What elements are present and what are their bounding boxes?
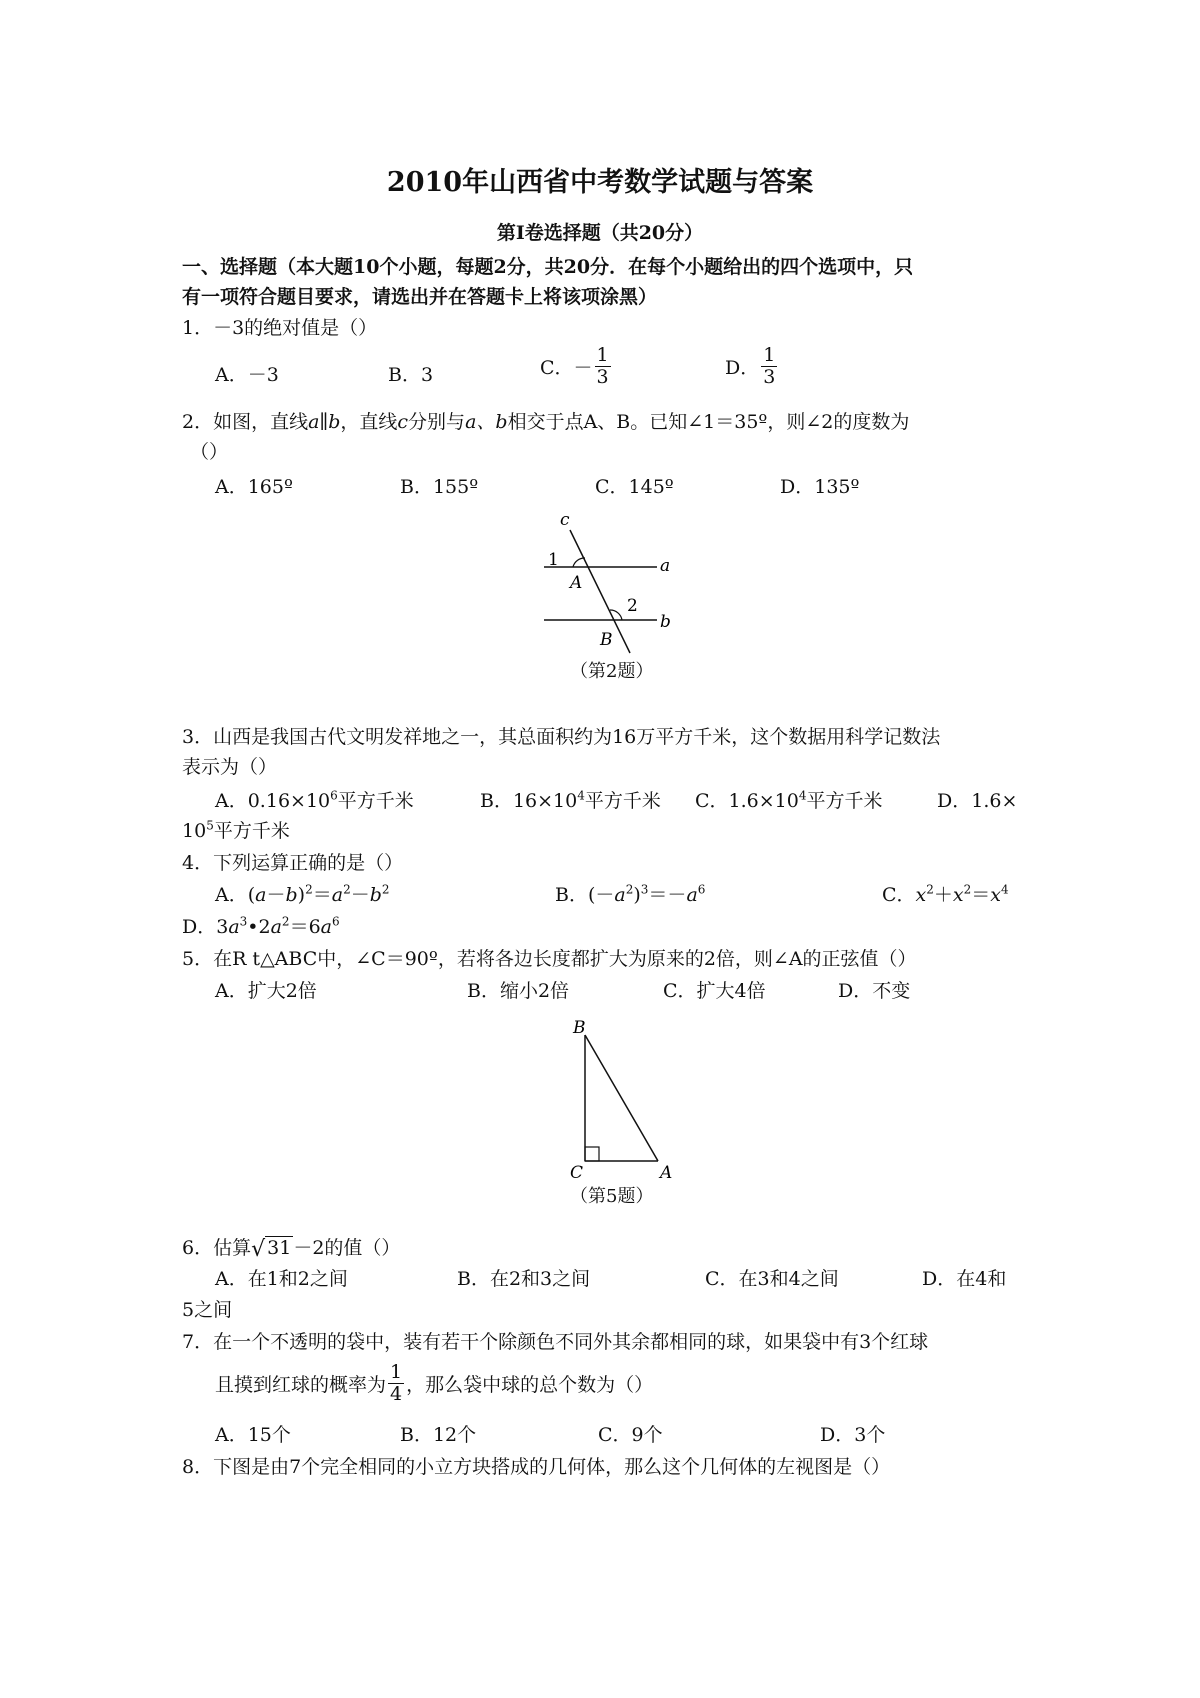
label-b: b (660, 612, 671, 632)
q2-stem-line1 (182, 407, 909, 434)
q1-c-numerator: 1 (596, 344, 609, 366)
label-B: B (600, 630, 613, 650)
q2-option-c: C．145º (595, 476, 674, 498)
q6-option-d-line2: 5之间 (182, 1299, 233, 1321)
q1-stem: 1．－3的绝对值是（） (182, 317, 378, 339)
q1-option-d-fraction (761, 345, 777, 388)
q7-option-d: D．3个 (820, 1424, 886, 1446)
q2-stem-line2: （） (190, 441, 229, 463)
label-1: 1 (548, 550, 559, 570)
q8-stem: 8．下图是由7个完全相同的小立方块搭成的几何体，那么这个几何体的左视图是（） (182, 1456, 891, 1478)
q2-stem-parallel: a∥b (308, 411, 341, 433)
q5-stem: 5．在R t△ABC中，∠C＝90º，若将各边长度都扩大为原来的2倍，则∠A的正弦值（） (182, 948, 917, 970)
q2-stem-lines-ab: a、b (465, 411, 508, 433)
q7-option-c: C．9个 (598, 1424, 663, 1446)
label-A: A (570, 573, 583, 593)
q4-option-a: A．$(a-b)^2=a^2-b^2$ (215, 882, 390, 906)
q2-stem-line-c: c (397, 411, 409, 433)
q7-stem-line2 (215, 1362, 653, 1405)
q7-stem-line1: 7．在一个不透明的袋中，装有若干个除颜色不同外其余都相同的球，如果袋中有3个红球 (182, 1331, 929, 1353)
q4-option-d: D．$3a^3•2a^2=6a^6$ (182, 914, 340, 938)
q4-option-b: B．$(-a^2)^3=-a^6$ (555, 882, 706, 906)
q3-b-text: B．16×10 (480, 790, 578, 812)
q3-option-d: D．1.6× (937, 790, 1018, 812)
q7-option-a: A．15个 (215, 1424, 291, 1446)
q3-b-unit: 平方千米 (584, 790, 661, 812)
q2-figure (530, 515, 690, 655)
q5-option-d: D．不变 (838, 980, 911, 1002)
right-angle-mark (585, 1147, 599, 1161)
q5-figure (565, 1015, 685, 1180)
q2-stem-part: 分别与 (408, 411, 466, 433)
label-2: 2 (627, 596, 638, 616)
q6-option-d: D．在4和 (922, 1268, 1007, 1290)
side-AB (585, 1035, 658, 1161)
q7-denominator: 4 (390, 1382, 403, 1405)
q5-option-b: B．缩小2倍 (467, 980, 570, 1002)
q1-option-b: B．3 (388, 364, 434, 386)
q3-d-text: 10 (182, 820, 207, 842)
q6-option-b: B．在2和3之间 (457, 1268, 591, 1290)
q6-option-c: C．在3和4之间 (705, 1268, 839, 1290)
q7-fraction (388, 1362, 404, 1405)
section-instructions-line2: 有一项符合题目要求，请选出并在答题卡上将该项涂黑） (182, 286, 658, 308)
q5-option-c: C．扩大4倍 (663, 980, 766, 1002)
q5-caption: （第5题） (570, 1186, 654, 1207)
label-a: a (660, 556, 671, 576)
q6-sqrt: √ 31 (251, 1237, 292, 1262)
q7-numerator: 1 (390, 1361, 403, 1383)
q3-option-a (215, 786, 414, 813)
q3-d-exp: 5 (206, 818, 214, 833)
q3-option-d-line2 (182, 816, 290, 843)
q1-option-c (540, 345, 613, 388)
q2-option-b: B．155º (400, 476, 479, 498)
q6-option-a: A．在1和2之间 (215, 1268, 348, 1290)
label-c: c (560, 515, 570, 530)
q3-a-text: A．0.16×10 (215, 790, 331, 812)
q4-option-c: C．$x^2+x^2=x^4$ (882, 882, 1009, 906)
q3-b-exp: 4 (577, 788, 585, 803)
q1-d-denominator: 3 (763, 365, 776, 388)
q6-stem (182, 1233, 400, 1262)
q3-a-exp: 6 (330, 788, 338, 803)
q7-stem-suffix: ，那么袋中球的总个数为（） (406, 1373, 654, 1396)
q3-c-unit: 平方千米 (806, 790, 883, 812)
q1-d-numerator: 1 (763, 344, 776, 366)
q7-stem-prefix: 且摸到红球的概率为 (215, 1373, 387, 1396)
q2-option-d: D．135º (780, 476, 860, 498)
section-subtitle: 第Ⅰ卷选择题（共20分） (496, 222, 704, 244)
q6-stem-prefix: 6．估算 (182, 1237, 252, 1259)
q3-c-exp: 4 (798, 788, 807, 803)
q1-option-c-fraction (595, 345, 611, 388)
q3-option-c (695, 786, 883, 813)
q4-c-label: C． (882, 884, 916, 906)
q3-a-unit: 平方千米 (337, 790, 414, 812)
section-instructions-line1: 一、选择题（本大题10个小题，每题2分，共20分．在每个小题给出的四个选项中，只 (182, 256, 914, 278)
label-C: C (570, 1163, 584, 1180)
q1-c-denominator: 3 (596, 365, 609, 388)
q2-stem-part: ，直线 (340, 411, 398, 433)
q4-stem: 4．下列运算正确的是（） (182, 852, 404, 874)
q4-b-label: B． (555, 884, 588, 906)
q1-option-d (725, 345, 779, 388)
q7-option-b: B．12个 (400, 1424, 477, 1446)
q3-c-text: C．1.6×10 (695, 790, 799, 812)
q1-option-d-prefix: D． (725, 356, 760, 379)
q6-stem-suffix: －2的值（） (293, 1237, 401, 1259)
q1-option-c-prefix: C．－ (540, 356, 593, 379)
label-A: A (660, 1163, 673, 1180)
q2-option-a: A．165º (215, 476, 293, 498)
page-title: 2010年山西省中考数学试题与答案 (386, 167, 814, 198)
q4-d-label: D． (182, 916, 217, 938)
angle-1-arc (573, 558, 585, 567)
q3-stem-line1: 3．山西是我国古代文明发祥地之一，其总面积约为16万平方千米，这个数据用科学记数法 (182, 726, 941, 748)
q4-a-label: A． (215, 884, 248, 906)
q2-stem-part: 相交于点A、B。已知∠1＝35º，则∠2的度数为 (507, 411, 910, 433)
q2-stem-part: 2．如图，直线 (182, 411, 309, 433)
q2-caption: （第2题） (570, 661, 654, 682)
q3-stem-line2: 表示为（） (182, 756, 278, 778)
q3-d-unit: 平方千米 (213, 820, 290, 842)
label-B: B (573, 1018, 586, 1038)
q1-option-a: A．－3 (215, 364, 279, 386)
q3-option-b (480, 786, 661, 813)
q5-option-a: A．扩大2倍 (215, 980, 317, 1002)
q6-radicand: 31 (267, 1237, 292, 1259)
